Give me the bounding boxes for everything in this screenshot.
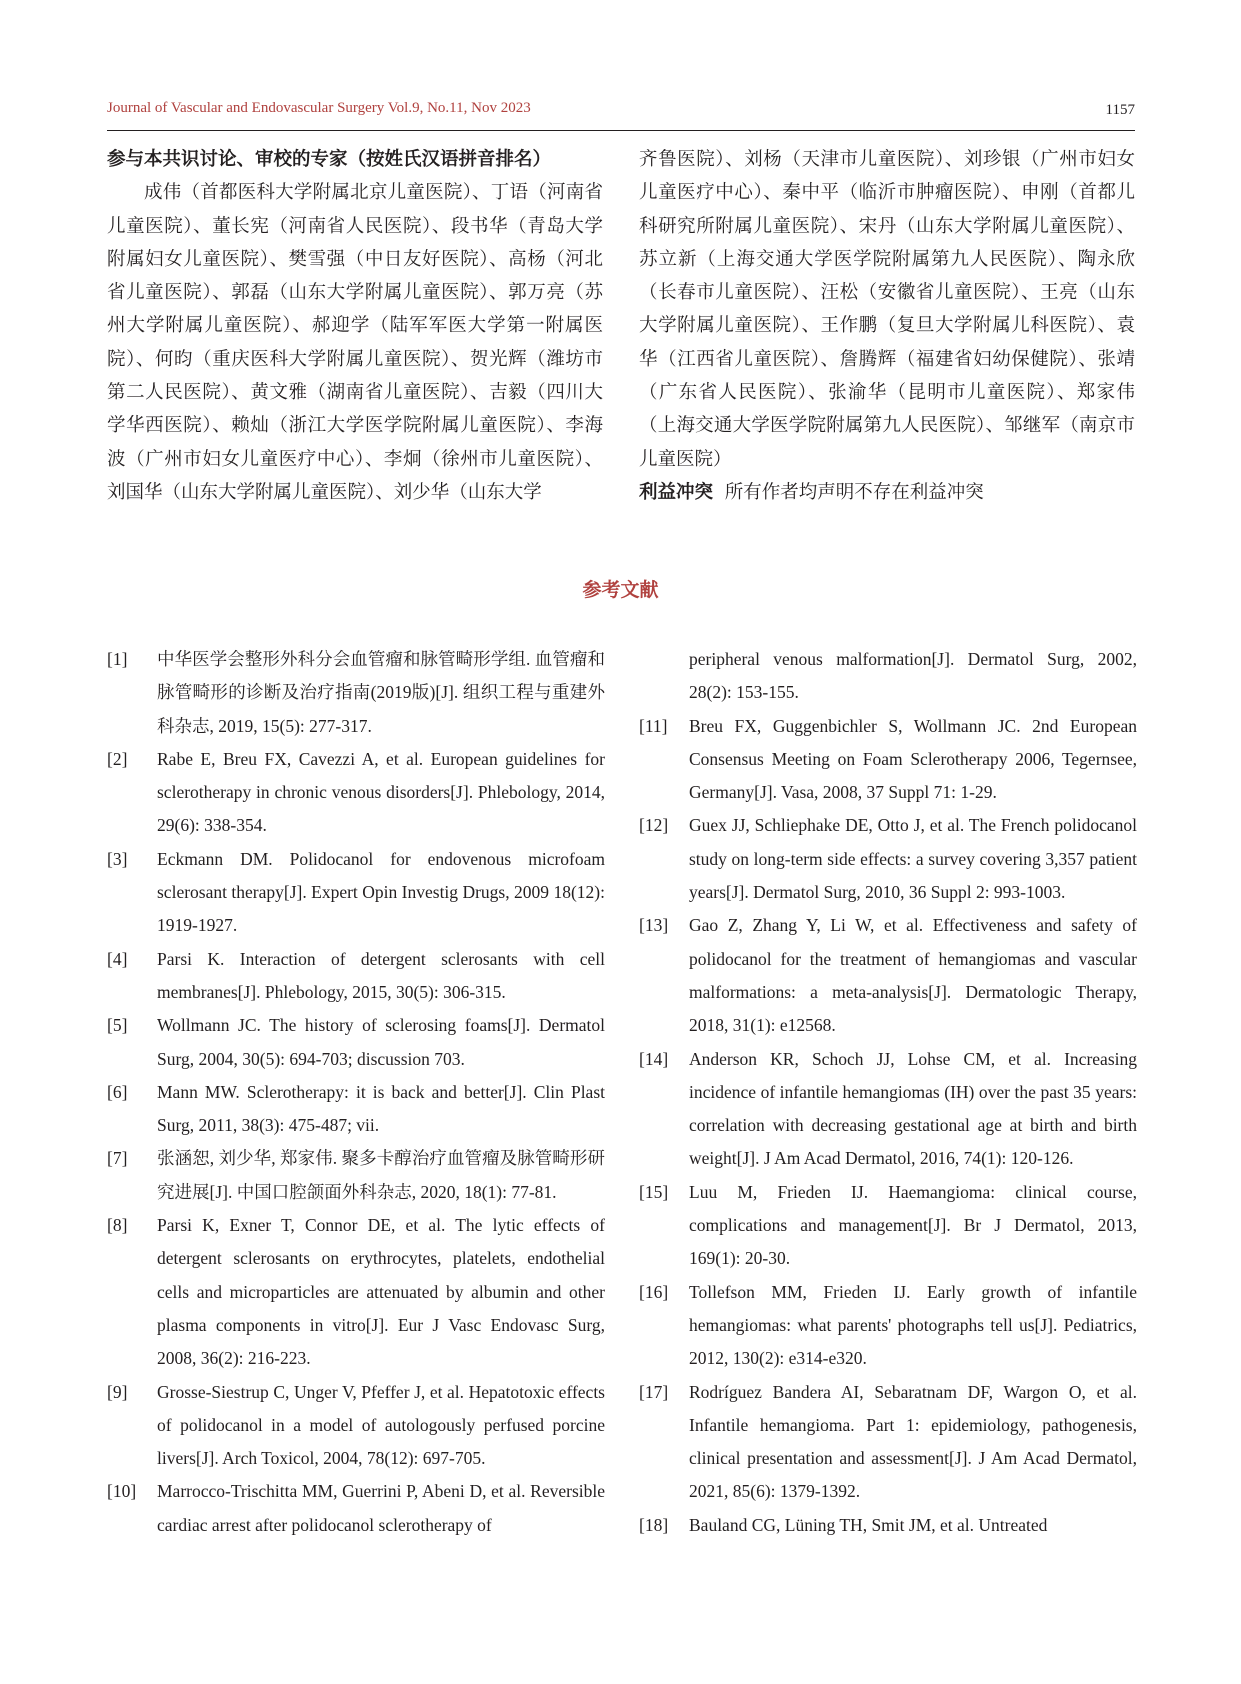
reference-number: [9] bbox=[107, 1381, 128, 1402]
reference-number: [11] bbox=[639, 715, 668, 736]
reference-text: 张涵恕, 刘少华, 郑家伟. 聚多卡醇治疗血管瘤及脉管畸形研究进展[J]. 中国口腔颌面外科杂志, 2020, 18(1): 77-81. bbox=[157, 1148, 605, 1202]
reference-text: Eckmann DM. Polidocanol for endovenous microfoam sclerosant therapy[J]. Expert Opin Investig Drugs, 2009 18(12): 1919-1927. bbox=[157, 848, 605, 936]
reference-item bbox=[107, 1076, 605, 1143]
experts-right-column bbox=[639, 143, 1135, 509]
conflict-of-interest bbox=[639, 476, 1135, 509]
reference-text: Gao Z, Zhang Y, Li W, et al. Effectiveness and safety of polidocanol for the treatment of hemangiomas and vascular malformations: a meta-analysis[J]. Dermatologic Therapy, 2018, 31(1): e12568. bbox=[689, 915, 1137, 1036]
experts-heading: 参与本共识讨论、审校的专家（按姓氏汉语拼音排名） bbox=[107, 149, 552, 170]
reference-item bbox=[639, 809, 1137, 909]
reference-number: [2] bbox=[107, 748, 128, 769]
running-header bbox=[107, 98, 1135, 131]
reference-text: Grosse-Siestrup C, Unger V, Pfeffer J, et al. Hepatotoxic effects of polidocanol in a model of autologously perfused porcine livers[J]. Arch Toxicol, 2004, 78(12): 697-705. bbox=[157, 1381, 605, 1469]
references-left-column bbox=[107, 643, 605, 1542]
reference-item bbox=[107, 1009, 605, 1076]
reference-text: Luu M, Frieden IJ. Haemangioma: clinical course, complications and management[J]. Br J Dermatol, 2013, 169(1): 20-30. bbox=[689, 1181, 1137, 1269]
reference-number: [4] bbox=[107, 948, 128, 969]
reference-text: 中华医学会整形外科分会血管瘤和脉管畸形学组. 血管瘤和脉管畸形的诊断及治疗指南(2019版)[J]. 组织工程与重建外科杂志, 2019, 15(5): 277-317. bbox=[157, 649, 605, 736]
reference-item bbox=[639, 1376, 1137, 1509]
reference-number: [6] bbox=[107, 1081, 128, 1102]
experts-left-column bbox=[107, 143, 603, 509]
experts-list-part-1: 成伟（首都医科大学附属北京儿童医院）、丁语（河南省儿童医院）、董长宪（河南省人民医院）、段书华（青岛大学附属妇女儿童医院）、樊雪强（中日友好医院）、高杨（河北省儿童医院）、郭磊（山东大学附属儿童医院）、郭万亮（苏州大学附属儿童医院）、郝迎学（陆军军医大学第一附属医院）、何昀（重庆医科大学附属儿童医院）、贺光辉（潍坊市第二人民医院）、黄文雅（湖南省儿童医院）、吉毅（四川大学华西医院）、赖灿（浙江大学医学院附属儿童医院）、李海波（广州市妇女儿童医疗中心）、李炯（徐州市儿童医院）、刘国华（山东大学附属儿童医院）、刘少华（山东大学 bbox=[107, 182, 603, 503]
journal-citation: Journal of Vascular and Endovascular Surgery Vol.9, No.11, Nov 2023 bbox=[107, 100, 531, 116]
reference-text: Marrocco-Trischitta MM, Guerrini P, Abeni D, et al. Reversible cardiac arrest after polidocanol sclerotherapy of bbox=[157, 1481, 605, 1535]
reference-item bbox=[639, 909, 1137, 1042]
reference-item bbox=[639, 1509, 1137, 1542]
reference-text: Mann MW. Sclerotherapy: it is back and better[J]. Clin Plast Surg, 2011, 38(3): 475-487; vii. bbox=[157, 1081, 605, 1136]
reference-text: Parsi K, Exner T, Connor DE, et al. The lytic effects of detergent sclerosants on erythrocytes, platelets, endothelial cells and microparticles are attenuated by albumin and other plasma components in vitro[J]. Eur J Vasc Endovasc Surg, 2008, 36(2): 216-223. bbox=[157, 1215, 605, 1369]
reference-item bbox=[107, 743, 605, 843]
reference-number: [10] bbox=[107, 1481, 137, 1502]
reference-number: [12] bbox=[639, 815, 669, 836]
reference-continuation: peripheral venous malformation[J]. Dermatol Surg, 2002, 28(2): 153-155. bbox=[689, 649, 1137, 703]
reference-item bbox=[639, 710, 1137, 810]
reference-number: [5] bbox=[107, 1015, 128, 1036]
reference-number: [17] bbox=[639, 1381, 669, 1402]
reference-item bbox=[639, 1043, 1137, 1176]
page-number: 1157 bbox=[1105, 102, 1135, 118]
references-title: 参考文献 bbox=[582, 579, 659, 601]
coi-label: 利益冲突 bbox=[639, 481, 714, 503]
reference-item bbox=[639, 1176, 1137, 1276]
reference-number: [15] bbox=[639, 1181, 669, 1202]
reference-text: Breu FX, Guggenbichler S, Wollmann JC. 2nd European Consensus Meeting on Foam Sclerotherapy 2006, Tegernsee, Germany[J]. Vasa, 2008, 37 Suppl 71: 1-29. bbox=[689, 715, 1137, 803]
reference-text: Anderson KR, Schoch JJ, Lohse CM, et al. Increasing incidence of infantile hemangiomas (IH) over the past 35 years: correlation with decreasing gestational age at birth and birth weight[J]. J Am Acad Dermatol, 2016, 74(1): 120-126. bbox=[689, 1048, 1137, 1169]
reference-item bbox=[107, 1142, 605, 1209]
reference-text: Guex JJ, Schliephake DE, Otto J, et al. The French polidocanol study on long-term side effects: a survey covering 3,357 patient years[J]. Dermatol Surg, 2010, 36 Suppl 2: 993-1003. bbox=[689, 815, 1137, 903]
reference-item bbox=[639, 1276, 1137, 1376]
reference-item bbox=[107, 843, 605, 943]
reference-number: [7] bbox=[107, 1148, 128, 1169]
references-right-column bbox=[639, 643, 1137, 1542]
experts-list-part-2: 齐鲁医院）、刘杨（天津市儿童医院）、刘珍银（广州市妇女儿童医疗中心）、秦中平（临沂市肿瘤医院）、申刚（首都儿科研究所附属儿童医院）、宋丹（山东大学附属儿童医院）、苏立新（上海交通大学医学院附属第九人民医院）、陶永欣（长春市儿童医院）、汪松（安徽省儿童医院）、王亮（山东大学附属儿童医院）、王作鹏（复旦大学附属儿科医院）、袁华（江西省儿童医院）、詹腾辉（福建省妇幼保健院）、张靖（广东省人民医院）、张渝华（昆明市儿童医院）、郑家伟（上海交通大学医学院附属第九人民医院）、邹继军（南京市儿童医院） bbox=[639, 149, 1135, 470]
reference-text: Rodríguez Bandera AI, Sebaratnam DF, Wargon O, et al. Infantile hemangioma. Part 1: epidemiology, pathogenesis, clinical presentation and assessment[J]. J Am Acad Dermatol, 2021, 85(6): 1379-1392. bbox=[689, 1381, 1137, 1502]
reference-number: [16] bbox=[639, 1281, 669, 1302]
reference-number: [1] bbox=[107, 649, 128, 669]
reference-item bbox=[107, 943, 605, 1010]
coi-text: 所有作者均声明不存在利益冲突 bbox=[724, 481, 984, 503]
reference-item bbox=[107, 1475, 605, 1542]
reference-number: [13] bbox=[639, 915, 669, 936]
reference-text: Tollefson MM, Frieden IJ. Early growth of infantile hemangiomas: what parents' photographs tell us[J]. Pediatrics, 2012, 130(2): e314-e320. bbox=[689, 1281, 1137, 1369]
reference-item bbox=[107, 1209, 605, 1375]
reference-number: [3] bbox=[107, 848, 128, 869]
reference-text: Rabe E, Breu FX, Cavezzi A, et al. European guidelines for sclerotherapy in chronic venous disorders[J]. Phlebology, 2014, 29(6): 338-354. bbox=[157, 748, 605, 836]
reference-text: Parsi K. Interaction of detergent sclerosants with cell membranes[J]. Phlebology, 2015, 30(5): 306-315. bbox=[157, 948, 605, 1002]
reference-number: [14] bbox=[639, 1048, 669, 1069]
reference-item bbox=[107, 643, 605, 743]
reference-text: Bauland CG, Lüning TH, Smit JM, et al. Untreated bbox=[689, 1514, 1048, 1535]
reference-number: [18] bbox=[639, 1514, 669, 1535]
reference-item bbox=[107, 1376, 605, 1476]
reference-text: Wollmann JC. The history of sclerosing foams[J]. Dermatol Surg, 2004, 30(5): 694-703; discussion 703. bbox=[157, 1015, 605, 1069]
reference-number: [8] bbox=[107, 1215, 128, 1236]
